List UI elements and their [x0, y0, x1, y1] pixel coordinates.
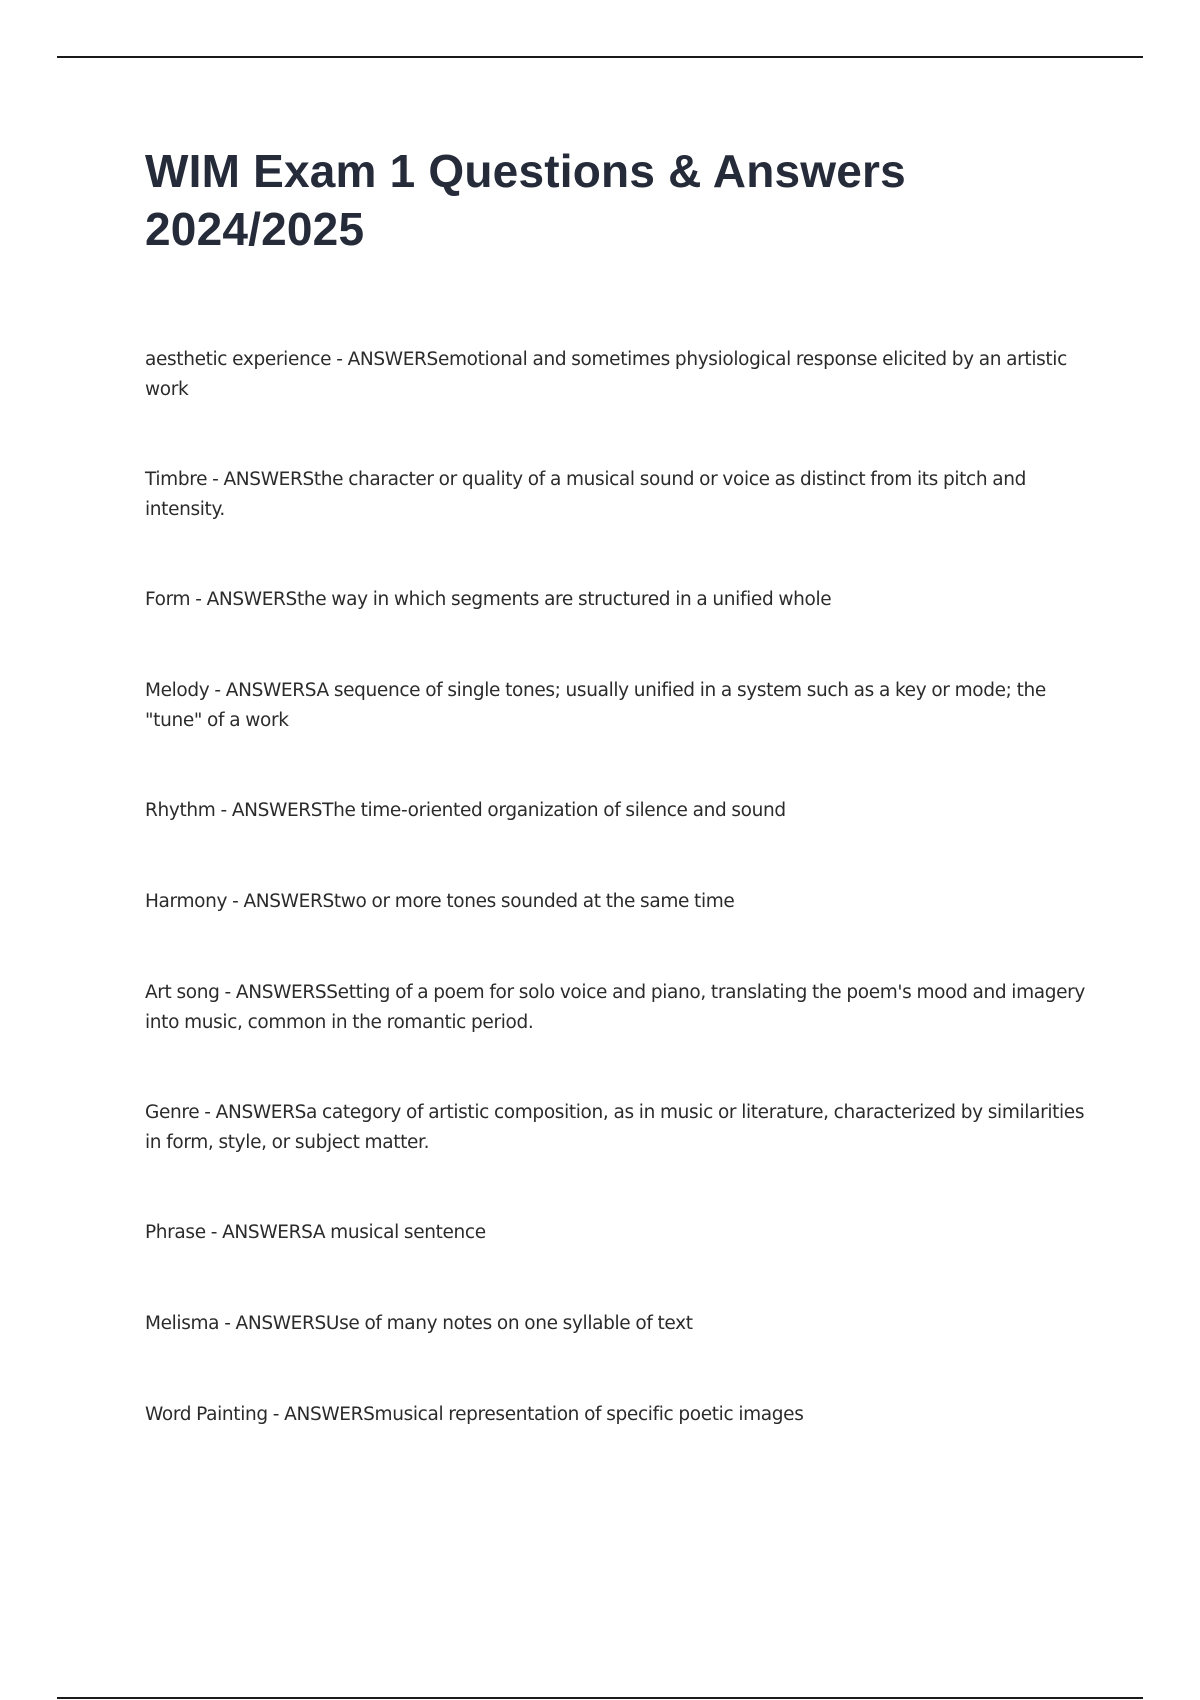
- list-item: Form - ANSWERSthe way in which segments are structured in a unified whole: [145, 589, 832, 610]
- list-item: aesthetic experience - ANSWERSemotional and sometimes physiological response elicited by an artistic work: [145, 349, 1067, 400]
- list-item: Harmony - ANSWERStwo or more tones sounded at the same time: [145, 891, 735, 912]
- qa-list: [145, 345, 1090, 1491]
- list-item: Word Painting - ANSWERSmusical representation of specific poetic images: [145, 1404, 804, 1425]
- top-rule: [57, 56, 1143, 58]
- list-item: Art song - ANSWERSSetting of a poem for solo voice and piano, translating the poem's mood and imagery into music, common in the romantic period.: [145, 982, 1086, 1033]
- list-item: Genre - ANSWERSa category of artistic composition, as in music or literature, characterized by similarities in form, style, or subject matter.: [145, 1102, 1085, 1153]
- list-item: Rhythm - ANSWERSThe time-oriented organization of silence and sound: [145, 800, 786, 821]
- page-title: WIM Exam 1 Questions & Answers 2024/2025: [145, 145, 906, 255]
- list-item: Melisma - ANSWERSUse of many notes on one syllable of text: [145, 1313, 693, 1334]
- list-item: Melody - ANSWERSA sequence of single tones; usually unified in a system such as a key or mode; the "tune" of a work: [145, 680, 1046, 731]
- bottom-rule: [57, 1697, 1143, 1699]
- list-item: Timbre - ANSWERSthe character or quality of a musical sound or voice as distinct from its pitch and intensity.: [145, 469, 1027, 520]
- list-item: Phrase - ANSWERSA musical sentence: [145, 1222, 486, 1243]
